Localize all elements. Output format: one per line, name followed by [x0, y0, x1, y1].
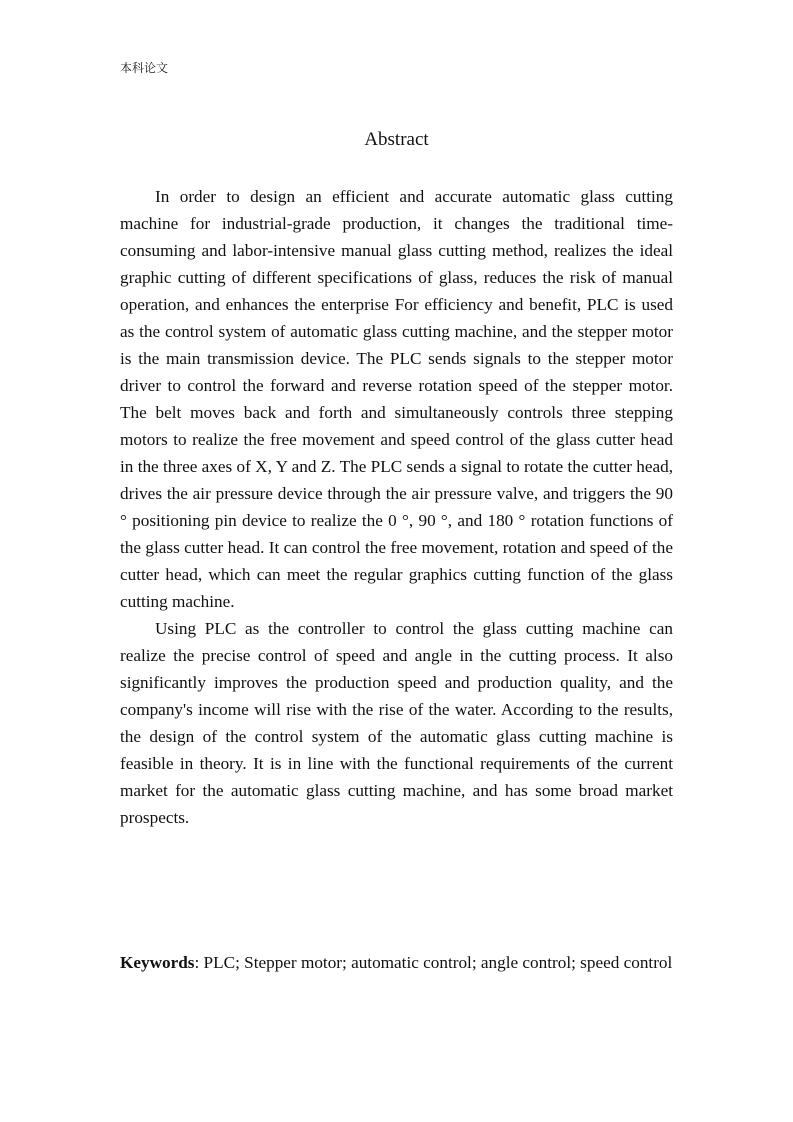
abstract-paragraph-1: In order to design an efficient and accurate automatic glass cutting machine for industrial-grade production, it changes the traditional time-consuming and labor-intensive manual glass cutting method, realizes the ideal graphic cutting of different specifications of glass, reduces the risk of manual operation, and enhances the enterprise For efficiency and benefit, PLC is used as the control system of automatic glass cutting machine, and the stepper motor is the main transmission device. The PLC sends signals to the stepper motor driver to control the forward and reverse rotation speed of the stepper motor. The belt moves back and forth and simultaneously controls three stepping motors to realize the free movement and speed control of the glass cutter head in the three axes of X, Y and Z. The PLC sends a signal to rotate the cutter head, drives the air pressure device through the air pressure valve, and triggers the 90 ° positioning pin device to realize the 0 °, 90 °, and 180 ° rotation functions of the glass cutter head. It can control the free movement, rotation and speed of the cutter head, which can meet the regular graphics cutting function of the glass cutting machine. — [120, 187, 673, 611]
keywords-label: Keywords — [120, 953, 195, 972]
running-header: 本科论文 — [120, 61, 169, 75]
abstract-title: Abstract — [364, 129, 429, 150]
keywords-text: : PLC; Stepper motor; automatic control; angle control; speed control — [194, 953, 673, 972]
abstract-paragraph-2: Using PLC as the controller to control the glass cutting machine can realize the precise control of speed and angle in the cutting process. It also significantly improves the production speed and production quality, and the company's income will rise with the rise of the water. According to the results, the design of the control system of the automatic glass cutting machine is feasible in theory. It is in line with the functional requirements of the current market for the automatic glass cutting machine, and has some broad market prospects. — [120, 619, 673, 827]
abstract-body — [120, 183, 673, 831]
keywords-section — [120, 949, 673, 976]
